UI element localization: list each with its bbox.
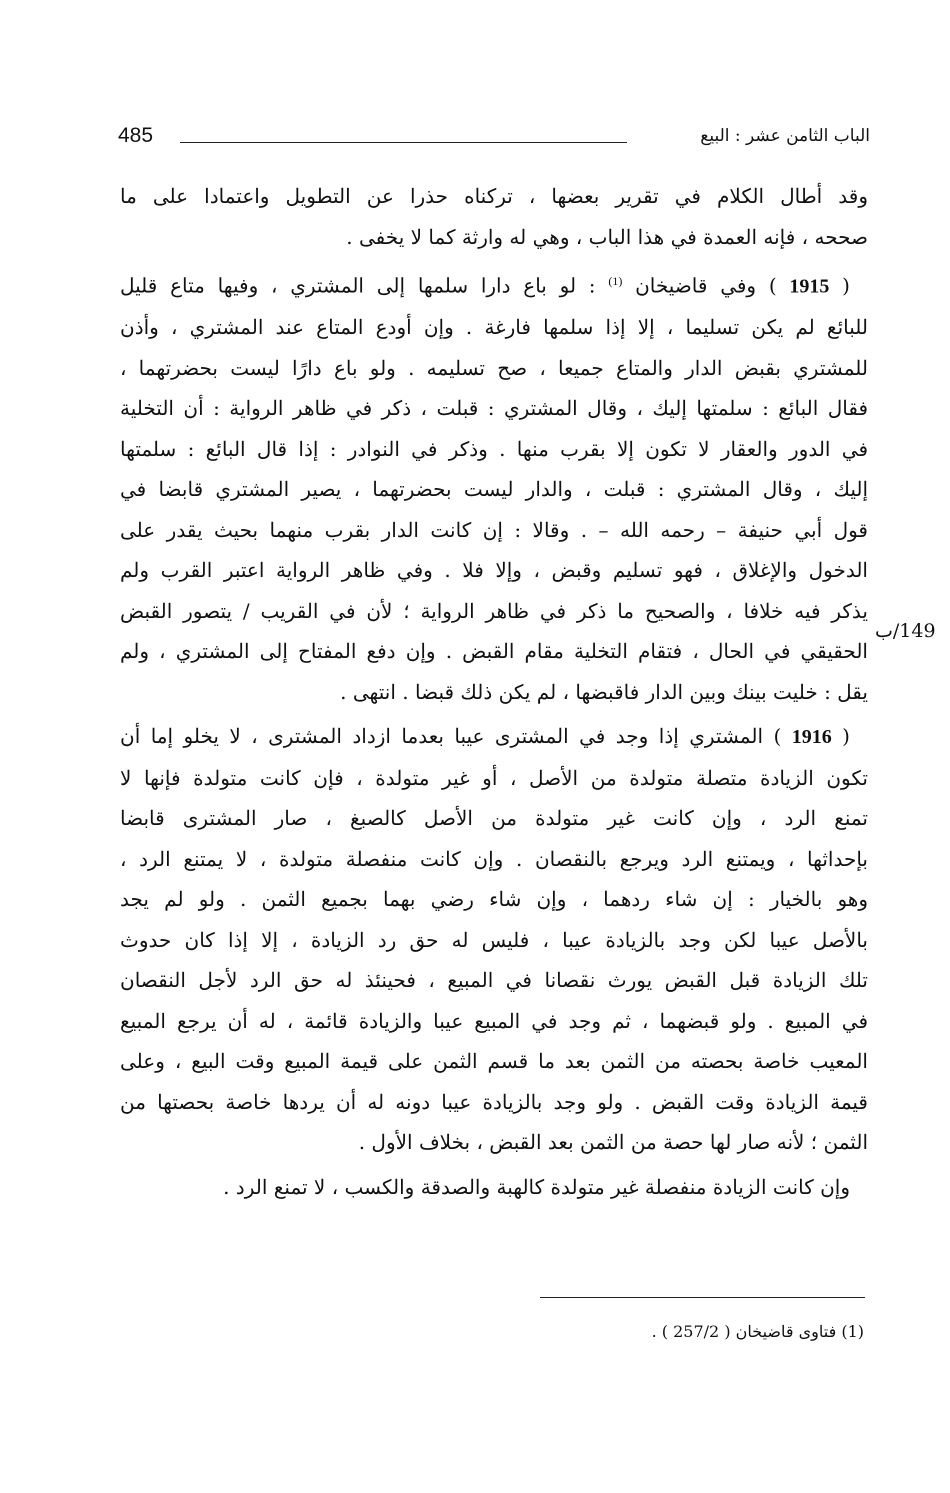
body-text [120,176,868,1211]
text-line: للبائع لم يكن تسليما ، إلا إذا سلمها فارغة . وإن أودع المتاع عند المشتري ، وأذن [120,315,868,340]
text-fragment: المشتري إذا وجد في المشترى عيبا بعدما ازداد المشترى ، لا يخلو إما أن [120,724,764,749]
text-line: قول أبي حنيفة – رحمه الله – . وقالا : إن كانت الدار بقرب منهما بحيث يقدر على [120,517,868,542]
paragraph-1915 [120,261,868,712]
text-line: تمنع الرد ، وإن كانت غير متولدة من الأصل كالصبغ ، صار المشترى قابضا [120,806,868,831]
text-line: بإحداثها ، ويمتنع الرد ويرجع بالنقصان . وإن كانت منفصلة متولدة ، لا يمتنع الرد ، [120,846,868,871]
text-line: ( 1915 ) وفي قاضيخان $^{(1)}$ : لو باع دارا سلمها إلى المشتري ، وفيها متاع قليل [120,273,850,298]
issue-number: 1915 [789,275,830,298]
page-number: 485 [118,124,154,147]
paragraph-1916 [120,716,868,1163]
text-line: في المبيع . ولو قبضهما ، ثم وجد في المبيع عيبا والزيادة قائمة ، له أن يرجع المبيع [120,1008,868,1033]
manuscript-folio-note: 149/ب [875,620,936,642]
text-line: للمشتري بقبض الدار والمتاع جميعا ، صح تسليمه . ولو باع دارًا ليست بحضرتهما ، [120,355,868,380]
text-line: قيمة الزيادة وقت القبض . ولو وجد بالزيادة عيبا دونه له أن يردها خاصة بحصتها من [120,1089,868,1114]
footnote-rule [540,1297,865,1298]
text-line: إليك ، وقال المشتري : قبلت ، والدار ليست بحضرتهما ، يصير المشتري قابضا في [120,477,868,502]
text-line: بالأصل عيبا لكن وجد بالزيادة عيبا ، فليس له حق رد الزيادة ، إلا إذا كان حدوث [120,927,868,952]
text-line: الحقيقي في الحال ، فتقام التخلية مقام القبض . وإن دفع المفتاح إلى المشتري ، ولم [120,639,868,664]
text-line: وإن كانت الزيادة منفصلة غير متولدة كالهبة والصدقة والكسب ، لا تمنع الرد . [223,1174,850,1199]
running-title: الباب الثامن عشر : البيع [700,126,870,146]
text-line: يقل : خليت بينك وبين الدار فاقبضها ، لم يكن ذلك قبضا . انتهى . [340,679,868,704]
text-line: تكون الزيادة متصلة متولدة من الأصل ، أو غير متولدة ، فإن كانت متولدة فإنها لا [120,765,868,790]
paragraph-intro [120,176,868,257]
header-rule [180,142,627,143]
text-line: تلك الزيادة قبل القبض يورث نقصانا في المبيع ، فحينئذ له حق الرد لأجل النقصان [120,968,868,993]
paragraph-closing [120,1167,868,1208]
text-fragment: : لو باع دارا سلمها إلى المشتري ، وفيها متاع قليل [120,273,596,298]
text-line: المعيب خاصة بحصته من الثمن بعد ما قسم الثمن على قيمة المبيع وقت البيع ، وعلى [120,1049,868,1074]
footnote: (1) فتاوى قاضيخان ( 257/2 ) . [651,1322,864,1341]
text-line: ( 1916 ) المشتري إذا وجد في المشترى عيبا بعدما ازداد المشترى ، لا يخلو إما أن [120,724,850,749]
text-line: فقال البائع : سلمتها إليك ، وقال المشتري : قبلت ، ذكر في ظاهر الرواية : أن التخلية [120,396,868,421]
text-line: في الدور والعقار لا تكون إلا بقرب منها . وذكر في النوادر : إذا قال البائع : سلمتها [120,436,868,461]
page-header [118,124,870,158]
text-line: صححه ، فإنه العمدة في هذا الباب ، وهي له وارثة كما لا يخفى . [346,224,868,249]
footnote-reference[interactable]: (1) [608,274,623,288]
text-line: الثمن ؛ لأنه صار لها حصة من الثمن بعد القبض ، بخلاف الأول . [358,1130,868,1155]
text-line: يذكر فيه خلافا ، والصحيح ما ذكر في ظاهر الرواية ؛ لأن في القريب / يتصور القبض [120,598,868,623]
issue-number: 1916 [791,726,832,749]
text-line: الدخول والإغلاق ، فهو تسليم وقبض ، وإلا فلا . وفي ظاهر الرواية اعتبر القرب ولم [120,558,868,583]
text-line: وقد أطال الكلام في تقرير بعضها ، تركناه حذرا عن التطويل واعتمادا على ما [120,184,868,208]
text-fragment: وفي قاضيخان [635,273,757,298]
text-line: وهو بالخيار : إن شاء ردهما ، وإن شاء رضي بهما بجميع الثمن . ولو لم يجد [120,887,868,912]
